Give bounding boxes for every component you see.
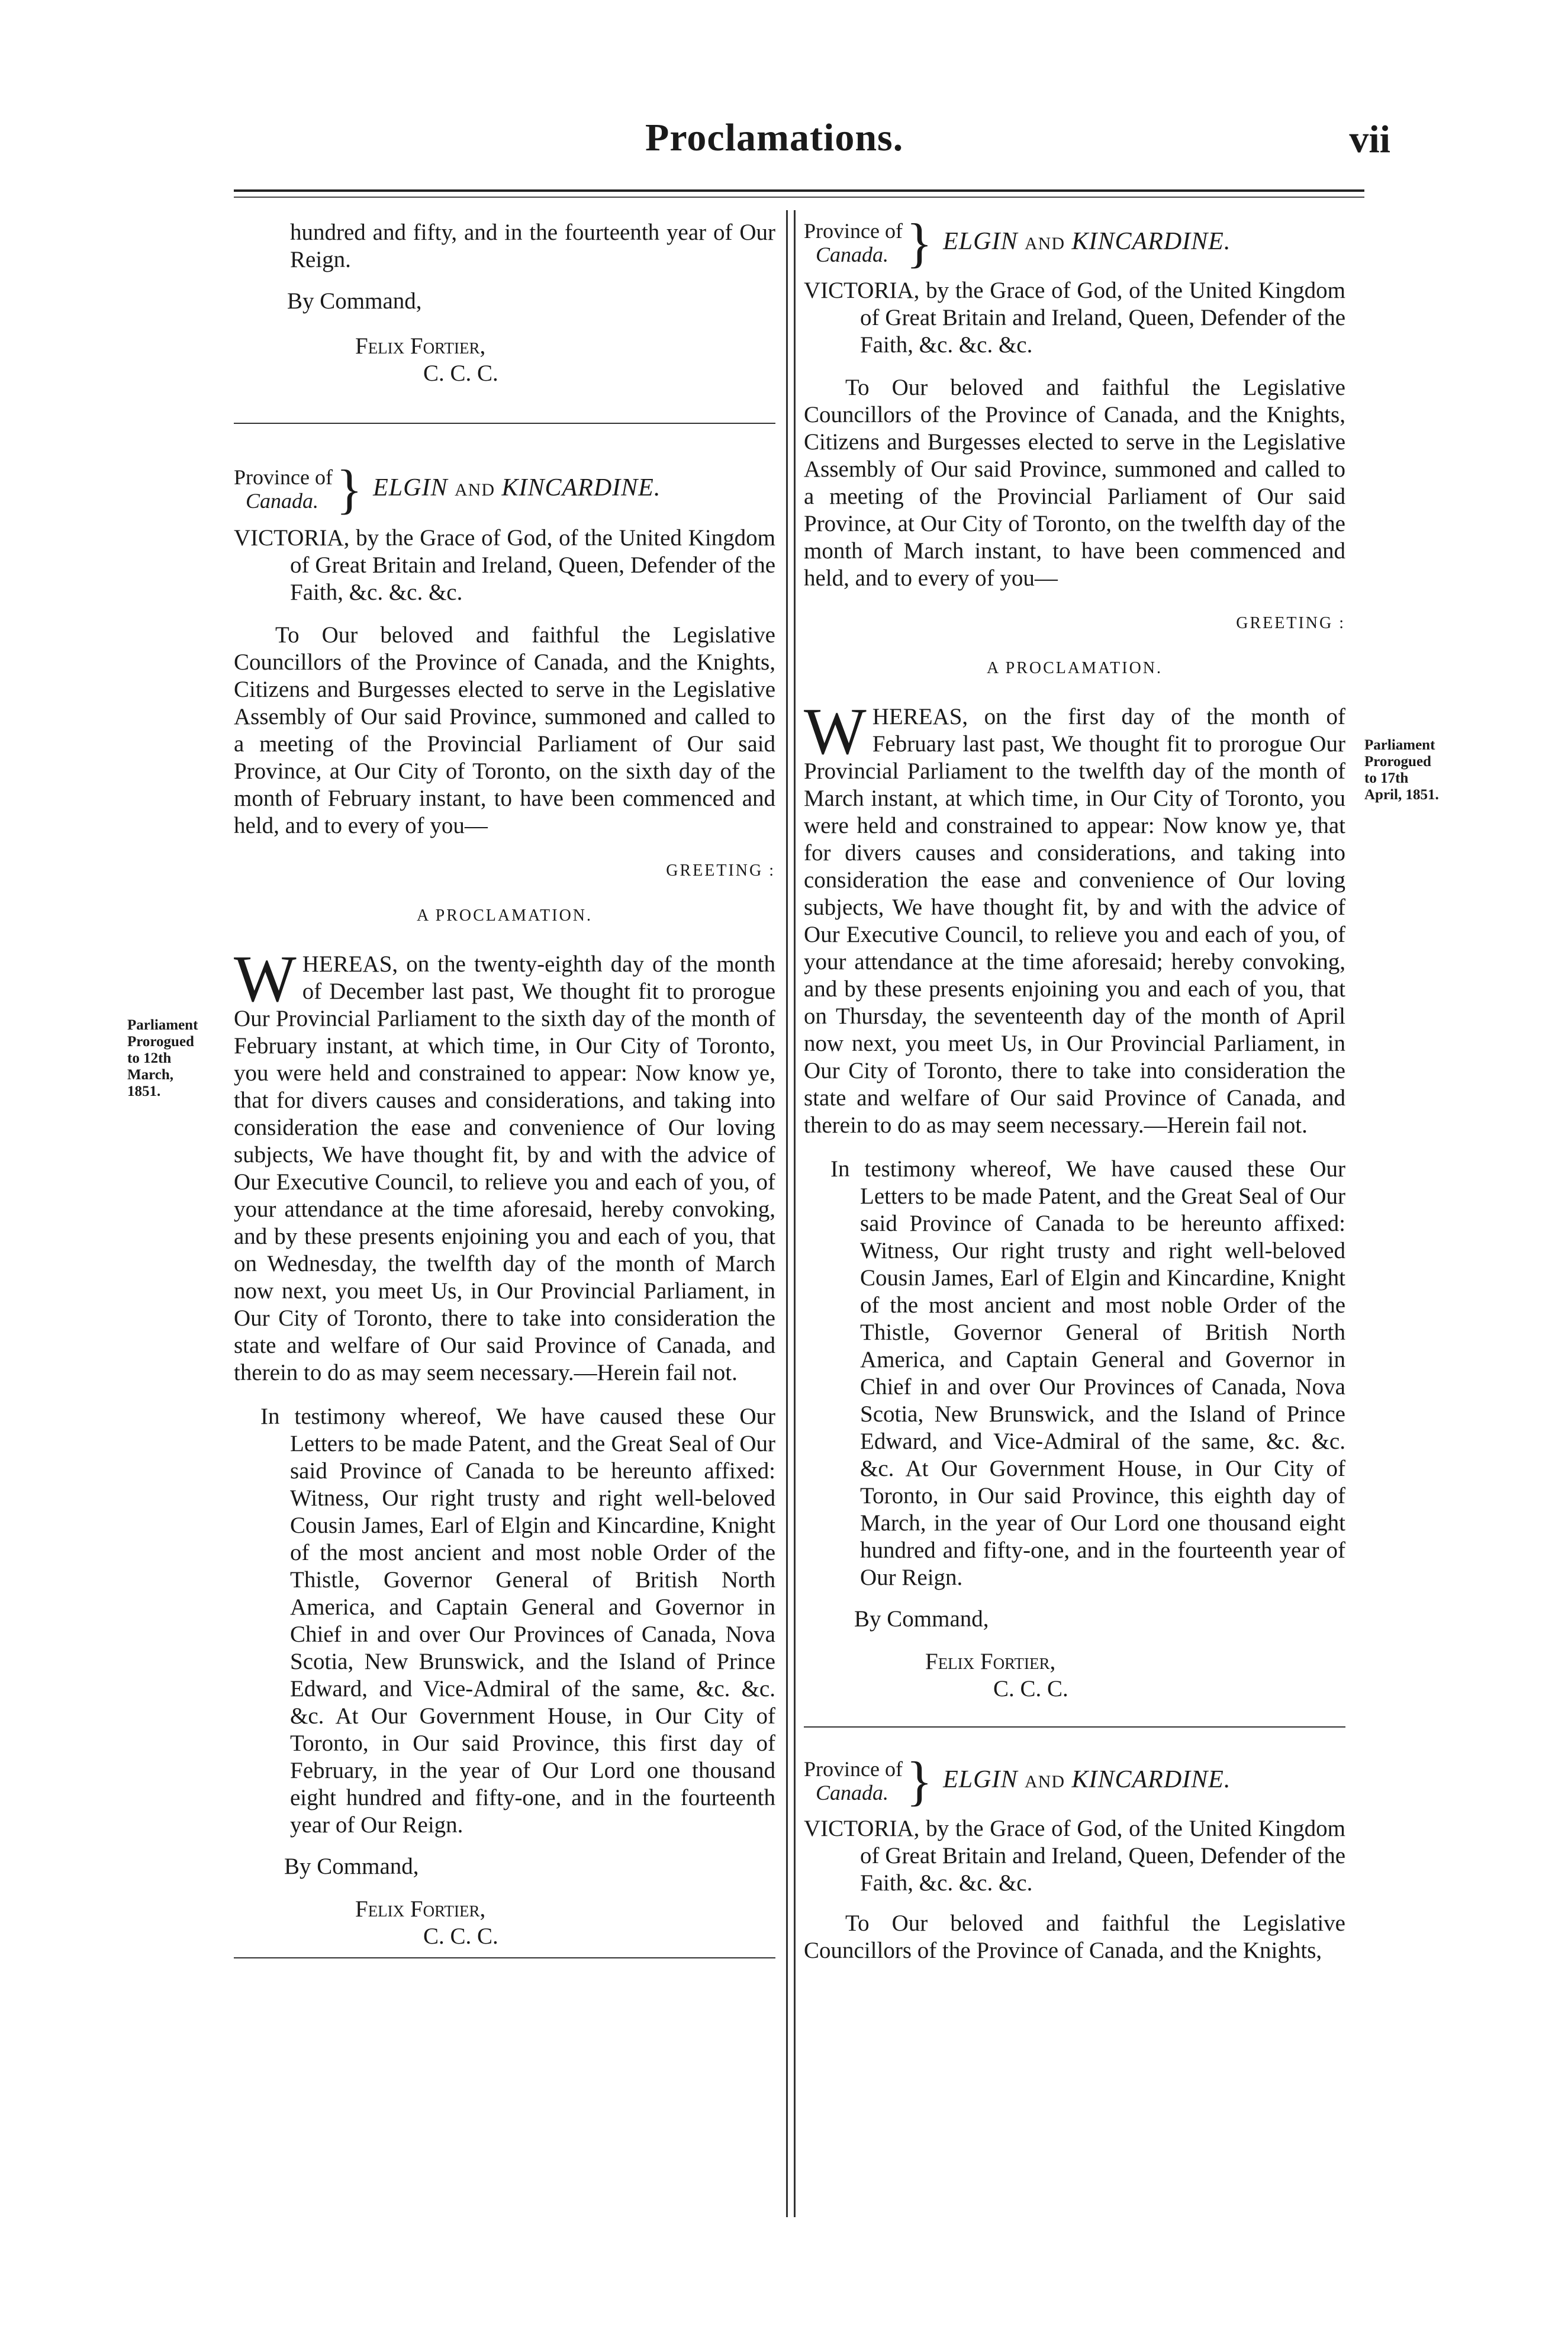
testimony-text: In testimony whereof, We have caused these Our Letters to be made Patent, and the Great Seal of Our said Province of Canada to be hereunto affixed: Witness, Our right trusty and right well-beloved Cousin James, Earl of Elgin and Kincardine, Knight of the most ancient and most noble Order of the Thistle, Governor General of British North America, and Captain General and Governor in Chief in and over Our Provinces of Canada, Nova Scotia, New Brunswick, and the Island of Prince Edward, and Vice-Admiral of the same, &c. &c. &c. At Our Government House, in Our City of Toronto, in Our said Province, this first day of February, in the year of Our Lord one thousand eight hundred and fifty-one, and in the fourteenth year of Our Reign. — [260, 1404, 775, 1838]
whereas-paragraph: WHEREAS, on the first day of the month of February last past, We thought fit to prorogue Our Provincial Parliament to the twelfth day of the month of March instant, at which time, in Our City of Toronto, you were held and constrained to appear: Now know ye, that for divers causes and considerations, and taking into consideration the ease and convenience of Our loving subjects, We have thought fit, by and with the advice of Our Executive Council, to relieve you and each of you, of your attendance at the time aforesaid; hereby convoking, and by these presents enjoining you and each of you, that on Thursday, the seventeenth day of the month of April now next, you meet Us, in Our Provincial Parliament, in Our City of Toronto, there to take into consideration the state and welfare of Our said Province of Canada, and therein to do as may seem necessary.—Herein fail not. — [804, 695, 1345, 1138]
column-divider-inner — [794, 210, 796, 2217]
header-rule-thin — [234, 197, 1364, 198]
address-text-2: To Our beloved and faithful the Legislative Councillors of the Province of Canada, and the Knights, — [804, 1910, 1345, 1963]
header-rule — [234, 189, 1364, 192]
greeting: GREETING : — [1236, 614, 1345, 632]
running-title: Proclamations. — [645, 116, 904, 159]
right-column — [804, 213, 1345, 1964]
brace-icon: } — [906, 213, 933, 273]
greeting: GREETING : — [666, 861, 775, 880]
province-name: ELGIN AND KINCARDINE. — [943, 1766, 1231, 1793]
signatory-1: Felix Fortier, — [355, 333, 486, 359]
testimony-text: In testimony whereof, We have caused these Our Letters to be made Patent, and the Great Seal of Our said Province of Canada to be hereunto affixed: Witness, Our right trusty and right well-beloved Cousin James, Earl of Elgin and Kincardine, Knight of the most ancient and most noble Order of the Thistle, Governor General of British North America, and Captain General and Governor in Chief in and over Our Provinces of Canada, Nova Scotia, New Brunswick, and the Island of Prince Edward, and Vice-Admiral of the same, &c. &c. &c. At Our Government House, in Our City of Toronto, in Our said Province, this eighth day of March, in the year of Our Lord one thousand eight hundred and fifty-one, and in the fourteenth year of Our Reign. — [830, 1156, 1345, 1590]
left-column — [234, 219, 775, 1982]
margin-note-right: Parliament Prorogued to 17th April, 1851. — [1364, 737, 1439, 803]
victoria-text: VICTORIA, by the Grace of God, of the United Kingdom of Great Britain and Ireland, Queen, Defender of the Faith, &c. &c. &c. — [234, 525, 775, 605]
end-rule — [234, 1957, 775, 1958]
address-text: To Our beloved and faithful the Legislative Councillors of the Province of Canada, and the Knights, Citizens and Burgesses elected to serve in the Legislative Assembly of Our said Province, summoned and called to a meeting of the Provincial Parliament of Our said Province, at Our City of Toronto, on the twelfth day of the month of March instant, to have been commenced and held, and to every of you— — [804, 375, 1345, 591]
section-rule — [804, 1726, 1345, 1728]
drop-cap: W — [804, 695, 867, 768]
page-number: vii — [1349, 118, 1390, 161]
province-heading — [234, 459, 775, 519]
section-rule — [234, 423, 775, 424]
brace-icon: } — [336, 459, 363, 519]
signatory-title-2: C. C. C. — [423, 1924, 498, 1949]
brace-icon: } — [906, 1751, 933, 1811]
signatory-title-1: C. C. C. — [423, 361, 498, 386]
signatory-title: C. C. C. — [993, 1676, 1068, 1702]
by-command-1: By Command, — [287, 288, 422, 314]
province-label: Province of Canada. — [234, 465, 333, 513]
by-command-2: By Command, — [284, 1854, 419, 1879]
margin-note-left: Parliament Prorogued to 12th March, 1851. — [127, 1017, 198, 1099]
signatory-2: Felix Fortier, — [355, 1896, 486, 1922]
page-header — [0, 0, 1568, 178]
province-label: Province of Canada. — [804, 1757, 903, 1805]
province-heading-2 — [804, 1751, 1345, 1811]
province-heading — [804, 213, 1345, 273]
victoria-text-2: VICTORIA, by the Grace of God, of the United Kingdom of Great Britain and Ireland, Queen, Defender of the Faith, &c. &c. &c. — [804, 1816, 1345, 1896]
address-text: To Our beloved and faithful the Legislative Councillors of the Province of Canada, and the Knights, Citizens and Burgesses elected to serve in the Legislative Assembly of Our said Province, summoned and called to a meeting of the Provincial Parliament of Our said Province, at Our City of Toronto, on the sixth day of the month of February instant, to have been commenced and held, and to every of you— — [234, 622, 775, 838]
victoria-text: VICTORIA, by the Grace of God, of the United Kingdom of Great Britain and Ireland, Queen, Defender of the Faith, &c. &c. &c. — [804, 278, 1345, 358]
proclamation-title: A PROCLAMATION. — [416, 906, 593, 925]
whereas-paragraph: WHEREAS, on the twenty-eighth day of the month of December last past, We thought fit to prorogue Our Provincial Parliament to the sixth day of the month of February instant, at which time, in Our City of Toronto, you were held and constrained to appear: Now know ye, that for divers causes and considerations, and taking into consideration the ease and convenience of Our loving subjects, We have thought fit, by and with the advice of Our Executive Council, to relieve you and each of you, of your attendance at the time aforesaid, hereby convoking, and by these presents enjoining you and each of you, that on Wednesday, the twelfth day of the month of March now next, you meet Us, in Our Provincial Parliament, in Our City of Toronto, there to take into consideration the state and welfare of Our said Province of Canada, and therein to do as may seem necessary.—Herein fail not. — [234, 943, 775, 1385]
continuation-text: hundred and fifty, and in the fourteenth year of Our Reign. — [290, 220, 775, 272]
drop-cap: W — [234, 943, 297, 1016]
by-command: By Command, — [854, 1606, 989, 1632]
province-name: ELGIN AND KINCARDINE. — [943, 228, 1231, 255]
column-divider — [786, 210, 788, 2217]
signatory: Felix Fortier, — [925, 1649, 1056, 1674]
province-name: ELGIN AND KINCARDINE. — [373, 474, 661, 501]
proclamation-title: A PROCLAMATION. — [986, 659, 1163, 677]
province-label: Province of Canada. — [804, 219, 903, 266]
